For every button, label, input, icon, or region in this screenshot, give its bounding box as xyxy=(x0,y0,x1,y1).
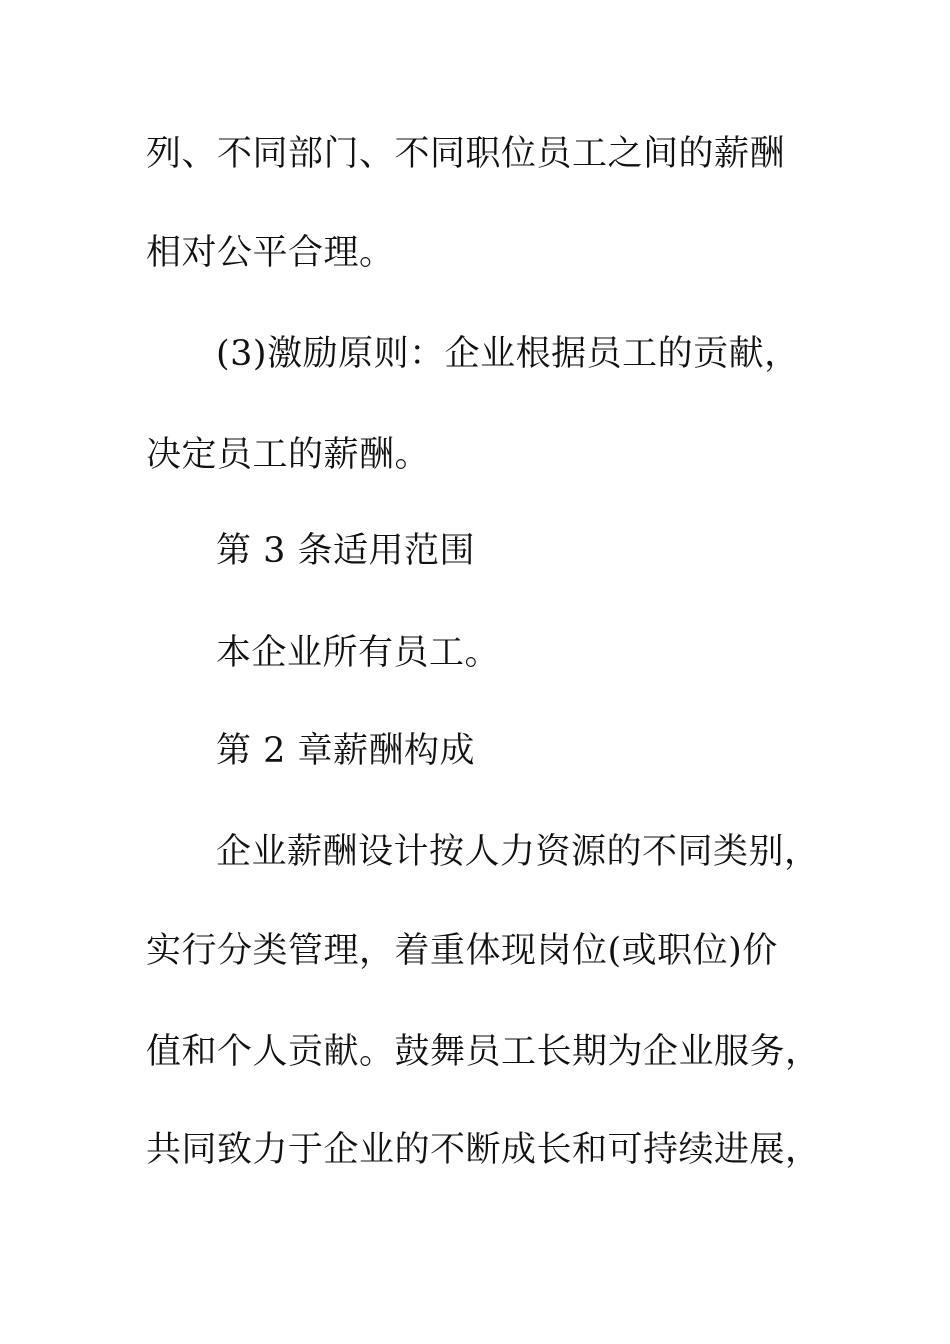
paragraph-line: 值和个人贡献。鼓舞员工长期为企业服务， xyxy=(146,1032,821,1072)
paragraph-line: (3)激励原则：企业根据员工的贡献， xyxy=(216,334,800,374)
chapter-heading: 第 2 章薪酬构成 xyxy=(216,731,476,771)
section-heading: 第 3 条适用范围 xyxy=(216,531,476,571)
paragraph-line: 列、不同部门、不同职位员工之间的薪酬 xyxy=(146,134,786,174)
paragraph-line: 本企业所有员工。 xyxy=(216,633,501,673)
paragraph-line: 企业薪酬设计按人力资源的不同类别， xyxy=(216,832,820,872)
paragraph-line: 决定员工的薪酬。 xyxy=(146,435,431,475)
paragraph-line: 共同致力于企业的不断成长和可持续进展， xyxy=(146,1130,821,1170)
paragraph-line: 实行分类管理，着重体现岗位(或职位)价 xyxy=(146,931,778,971)
paragraph-line: 相对公平合理。 xyxy=(146,233,395,273)
